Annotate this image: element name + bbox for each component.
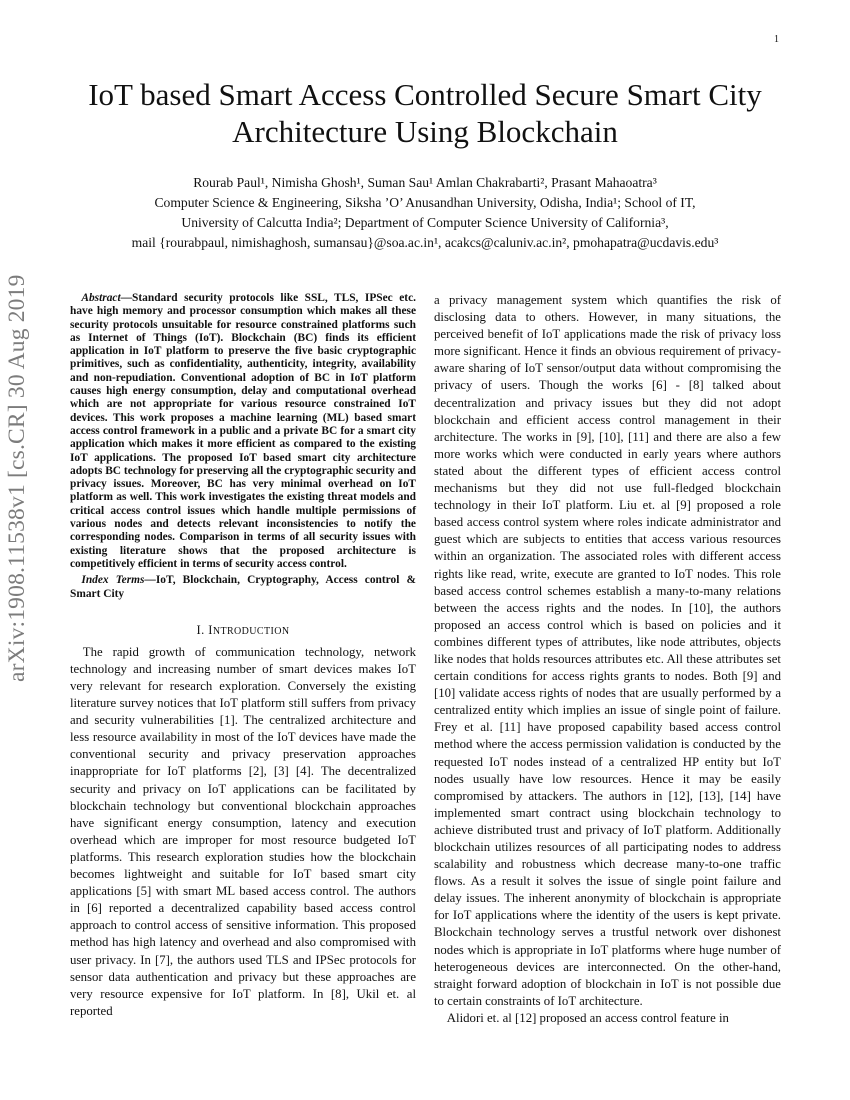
section-title: NTRODUCTION [212,625,290,637]
author-emails: mail {rourabpaul, nimishaghosh, sumansau}@soa.ac.in¹, acakcs@caluniv.ac.in², pmohapatra@ucdavis.edu³ [131,235,719,250]
page-number: 1 [774,34,779,45]
right-paragraph-2: Alidori et. al [12] proposed an access control feature in [446,1010,729,1025]
index-terms [70,574,416,601]
abstract-text: —Standard security protocols like SSL, TLS, IPSec etc. have high memory and processor consumption which makes all these security protocols unsuitable for resource constrained platforms such as Internet of Things (IoT). Blockchain (BC) finds its efficient application in IoT platform to preserve the five basic cryptographic primitives, such as confidentiality, authenticity, integrity, availability and non-repudiation. Conventional adoption of BC in IoT platform causes high energy consumption, delay and computational overhead which are not appropriate for various resource constrained IoT devices. This work proposes a machine learning (ML) based smart access control framework in a public and a private BC for a smart city application which makes it more efficient as compared to the existing IoT applications. The proposed IoT based smart city architecture adopts BC technology for preserving all the cryptographic security and privacy issues. Moreover, BC has very minimal overhead on IoT platform as well. This work investigates the existing threat models and critical access control issues which handle multiple permissions of various nodes and detects relevant inconsistencies to notify the corresponding nodes. Comparison in terms of all security issues with existing literature shows that the proposed architecture is competitively efficient in terms of security access control. [70,292,416,570]
author-affiliation-2: University of Calcutta India²; Department of Computer Science University of California³, [181,215,669,230]
index-terms-text: —IoT, Blockchain, Cryptography, Access control & Smart City [70,574,416,600]
section-numeral: I. I [196,622,213,637]
right-column [434,292,781,1027]
intro-paragraph: The rapid growth of communication technology, network technology and increasing number of smart devices makes IoT very relevant for research exploration. Conversely the existing literature survey notices that IoT platform still suffers from privacy and security vulnerabilities [1]. The centralized architecture and less resource availability in most of the IoT devices have made the conventional security and privacy preservation approaches inappropriate for IoT platforms [2], [3] [4]. The decentralized security and privacy on IoT applications can be facilitated by blockchain technology but conventional blockchain approaches have significant energy consumption, latency and execution overhead which are improper for most resource budgeted IoT platforms. This research exploration studies how the blockchain becomes lightweight and suitable for IoT based smart city applications [5] with smart ML based access control. The authors in [6] reported a decentralized capability based access control approach to control access of sensitive information. This proposed method has high latency and overhead and also compromised with user privacy. In [7], the authors used TLS and IPSec protocols for sensor data authentication and privacy but these approaches are very resource expensive for IoT platform. In [8], Ukil et. al reported [70,644,416,1018]
arxiv-watermark: arXiv:1908.11538v1 [cs.CR] 30 Aug 2019 [4,274,30,682]
left-column [70,292,416,1020]
right-paragraph-1: a privacy management system which quantifies the risk of disclosing data to others. However, in many situations, the perceived benefit of IoT applications made the risk of privacy loss more significant. Hence it finds an obvious requirement of privacy-aware sharing of IoT sensor/output data without compromising the privacy of users. Though the works [6] - [8] talked about decentralization and privacy issues but they did not adopt blockchain and efficient access control management in their architecture. The works in [9], [10], [11] and there are also a few more works which were conducted in early years where authors stated about the different types of efficient access control mechanisms but they did not use full-fledged blockchain technology in their IoT platform. Liu et. al [9] proposed a role based access control system where roles indicate administrator and guest which are subjects to entities that access various resources within an organization. The associated roles with different access rights like read, write, execute are granted to IoT nodes. This role based access control schemes establish a many-to-many relations between the access rights and the nodes. In [10], the authors proposed an access control which is based on policies and it combines different types of attributes, like node attributes, objects like nodes that holds resources attributes etc. All these attributes set certain conditions for access rights grants to nodes. Both [9] and [10] validate access rights of nodes that are usually performed by a centralized entity which implies an issue of single point of failure. Frey et al. [11] have proposed capability based access control method where the access permission validation is conducted by the requested IoT nodes instead of a centralized HP entity but IoT nodes usually have low resources. Hence it may be easily compromised by attackers. The authors in [12], [13], [14] have implemented smart contract using blockchain technology to achieve distributed trust and privacy of IoT platform. Additionally blockchain utilizes resources of all participating nodes to address scalability and robustness which decrease many-to-one traffic flows. As a result it solves the issue of single point failure and delay issues. The inherent anonymity of blockchain is appropriate for IoT applications where the identity of the users is kept private. Blockchain technology serves a trustful network over dishonest nodes which is appropriate in IoT platforms where huge number of heterogeneous devices are interconnected. On the other-hand, straight forward adoption of blockchain in IoT is not possible due to certain constraints of IoT architecture. [434,293,781,1008]
section-heading-introduction [70,623,416,638]
abstract [70,292,416,571]
author-affiliation-1: Computer Science & Engineering, Siksha ’O’ Anusandhan University, Odisha, India¹; School of IT, [154,195,696,210]
abstract-label: Abstract [81,292,121,304]
paper-title: IoT based Smart Access Controlled Secure Smart City Architecture Using Blockchain [88,77,762,149]
author-names: Rourab Paul¹, Nimisha Ghosh¹, Suman Sau¹ Amlan Chakrabarti², Prasant Mahaoatra³ [193,175,657,190]
index-terms-label: Index Terms [81,574,145,587]
author-block [60,173,790,253]
